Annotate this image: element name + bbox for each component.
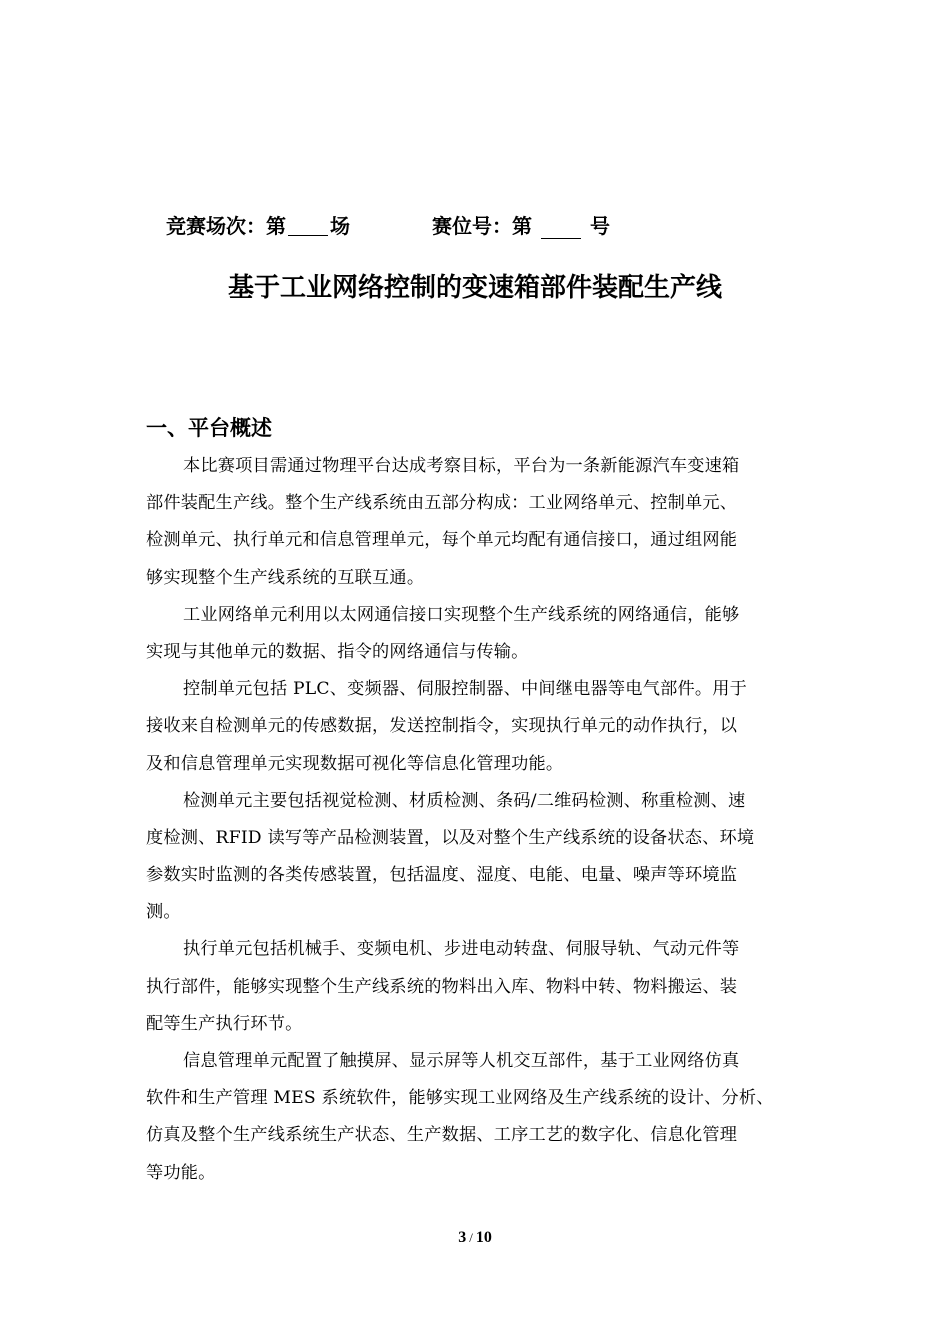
seat-suffix: 号	[589, 213, 610, 238]
paragraph-line: 执行部件，能够实现整个生产线系统的物料出入库、物料中转、物料搬运、装	[146, 976, 738, 997]
page-separator: /	[469, 1230, 473, 1245]
paragraph	[146, 671, 826, 783]
paragraph-line: 配等生产执行环节。	[146, 1013, 303, 1034]
paragraph-line: 部件装配生产线。整个生产线系统由五部分构成：工业网络单元、控制单元、	[146, 493, 738, 514]
paragraph-line: 够实现整个生产线系统的互联互通。	[146, 567, 425, 588]
paragraph	[146, 1043, 826, 1192]
section-heading: 一、平台概述	[146, 416, 272, 440]
competition-info-line	[166, 206, 610, 242]
total-pages-number: 10	[475, 1229, 492, 1246]
body-text	[146, 448, 826, 1192]
paragraph-line: 仿真及整个生产线系统生产状态、生产数据、工序工艺的数字化、信息化管理	[146, 1125, 738, 1146]
paragraph-line: 实现与其他单元的数据、指令的网络通信与传输。	[146, 641, 529, 662]
paragraph-line: 参数实时监测的各类传感装置，包括温度、湿度、电能、电量、噪声等环境监	[146, 865, 738, 886]
session-suffix: 场	[330, 213, 350, 238]
paragraph-line: 检测单元、执行单元和信息管理单元，每个单元均配有通信接口，通过组网能	[146, 530, 738, 551]
paragraph-line: 执行单元包括机械手、变频电机、步进电动转盘、伺服导轨、气动元件等	[183, 939, 740, 960]
paragraph-line: 检测单元主要包括视觉检测、材质检测、条码/二维码检测、称重检测、速	[183, 790, 746, 811]
document-title: 基于工业网络控制的变速箱部件装配生产线	[227, 273, 722, 303]
paragraph-line: 及和信息管理单元实现数据可视化等信息化管理功能。	[146, 753, 564, 774]
page-number	[0, 1226, 950, 1250]
paragraph	[146, 931, 826, 1043]
paragraph	[146, 597, 826, 671]
paragraph-line: 接收来自检测单元的传感数据，发送控制指令，实现执行单元的动作执行，以	[146, 716, 738, 737]
seat-prefix: 赛位号：第	[432, 213, 532, 238]
current-page-number: 3	[458, 1229, 467, 1246]
paragraph	[146, 783, 826, 932]
paragraph-line: 控制单元包括 PLC、变频器、伺服控制器、中间继电器等电气部件。用于	[183, 679, 748, 700]
session-prefix: 竞赛场次：第	[166, 213, 286, 238]
session-number-blank	[288, 213, 328, 236]
paragraph-line: 本比赛项目需通过物理平台达成考察目标，平台为一条新能源汽车变速箱	[183, 456, 740, 476]
paragraph-line: 等功能。	[146, 1162, 216, 1183]
paragraph-line: 软件和生产管理 MES 系统软件，能够实现工业网络及生产线系统的设计、分析、	[146, 1088, 774, 1109]
seat-group	[432, 210, 610, 239]
paragraph-line: 信息管理单元配置了触摸屏、显示屏等人机交互部件，基于工业网络仿真	[183, 1051, 740, 1071]
paragraph-line: 测。	[146, 902, 181, 923]
paragraph-line: 度检测、RFID 读写等产品检测装置，以及对整个生产线系统的设备状态、环境	[146, 827, 755, 848]
paragraph-line: 工业网络单元利用以太网通信接口实现整个生产线系统的网络通信，能够	[183, 604, 740, 625]
paragraph	[146, 448, 826, 597]
seat-number-blank	[541, 216, 581, 239]
